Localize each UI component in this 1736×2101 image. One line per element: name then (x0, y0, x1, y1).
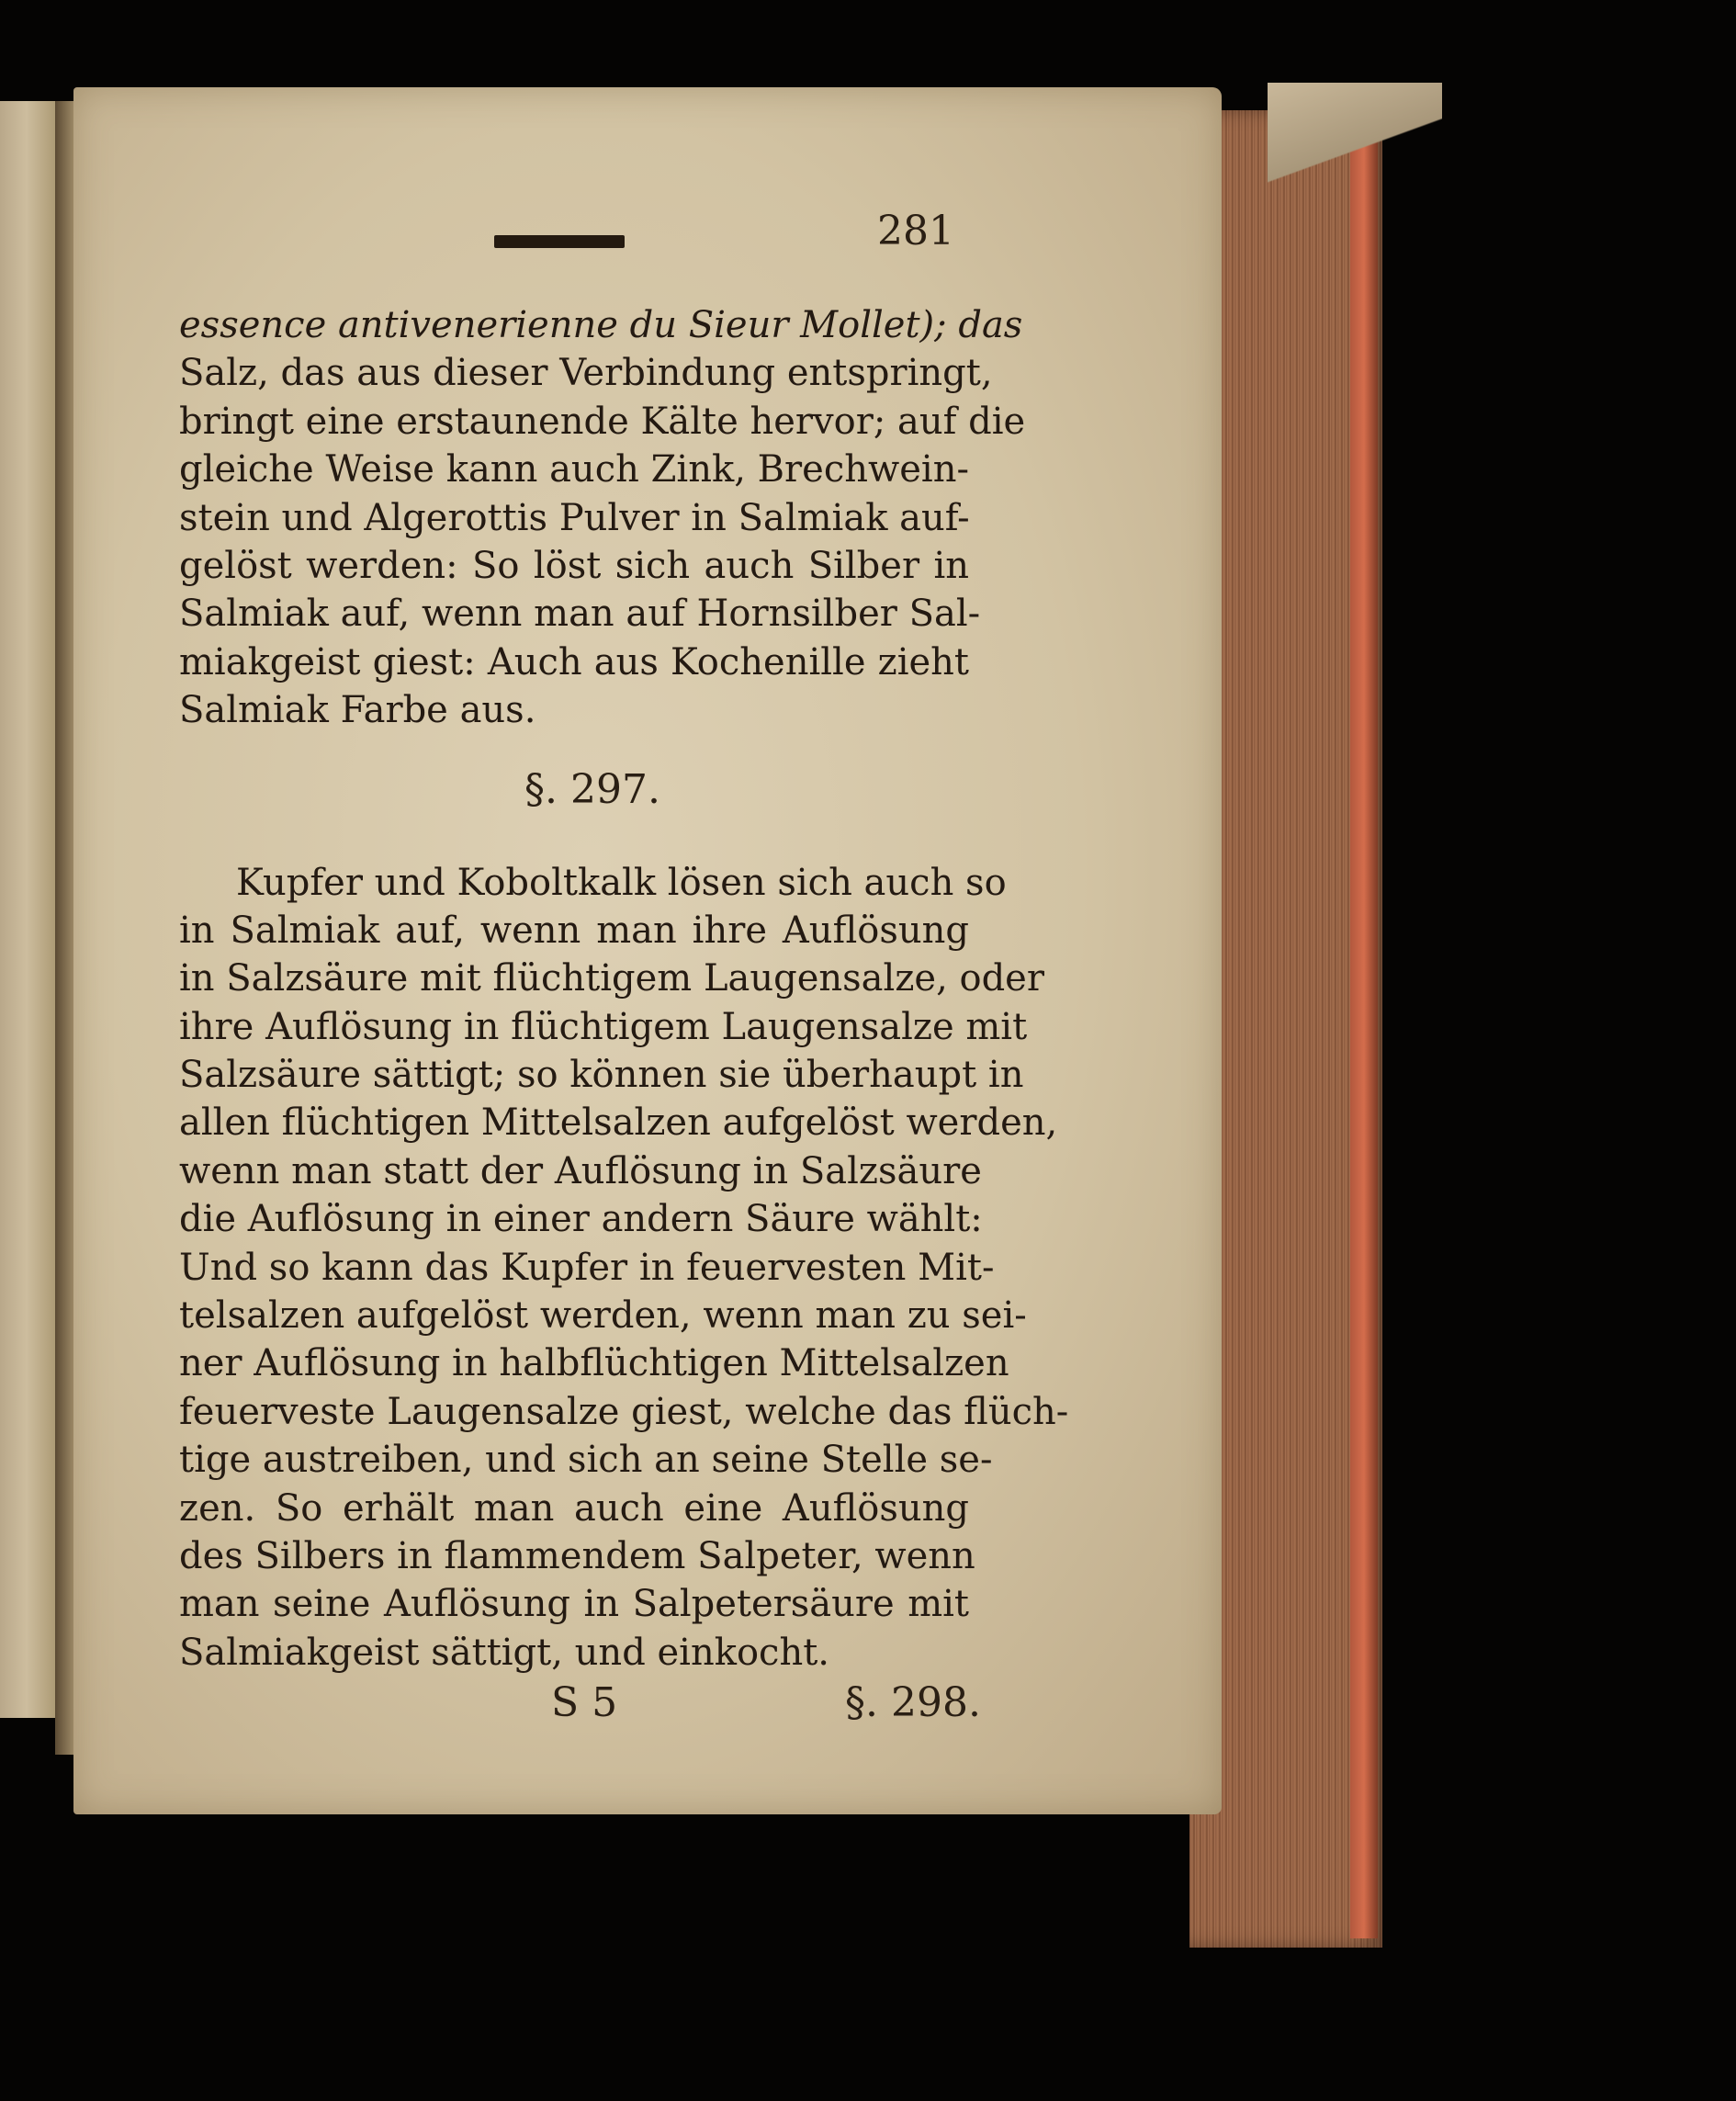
text-line: Salmiakgeist sättigt, und einkocht. (179, 1631, 830, 1674)
text-line: feuerveste Laugensalze giest, welche das flüch- (179, 1390, 1069, 1433)
text-line: man seine Auflösung in Salpetersäure mit (179, 1583, 969, 1626)
text-line: telsalzen aufgelöst werden, wenn man zu sei- (179, 1294, 1027, 1338)
text-block (179, 301, 1069, 1677)
text-line: allen flüchtigen Mittelsalzen aufgelöst werden, (179, 1101, 1058, 1145)
signature-mark: S 5 (551, 1679, 618, 1726)
worn-corner (1268, 83, 1442, 184)
header-rule (494, 235, 625, 248)
catchword: §. 298. (845, 1679, 981, 1726)
text-line: ihre Auflösung in flüchtigem Laugensalze mit (179, 1005, 1028, 1048)
text-line: Salmiak auf, wenn man auf Hornsilber Sal- (179, 593, 981, 636)
red-page-edge (1350, 119, 1378, 1938)
text-line: Kupfer und Koboltkalk lösen sich auch so (236, 861, 1007, 904)
text-line: tige austreiben, und sich an seine Stelle se- (179, 1439, 993, 1482)
text-line: in Salmiak auf, wenn man ihre Auflösung (179, 909, 969, 952)
text-line: bringt eine erstaunende Kälte hervor; auf die (179, 400, 1026, 443)
text-line: Salz, das aus dieser Verbindung entspringt, (179, 352, 993, 395)
text-line: gleiche Weise kann auch Zink, Brechwein- (179, 448, 969, 491)
text-line: zen. So erhält man auch eine Auflösung (179, 1486, 969, 1530)
text-line: Salmiak Farbe aus. (179, 689, 536, 732)
text-line: stein und Algerottis Pulver in Salmiak auf- (179, 496, 970, 539)
text-line: wenn man statt der Auflösung in Salzsäure (179, 1149, 982, 1192)
text-line: essence antivenerienne du Sieur Mollet); das (179, 304, 1023, 346)
text-line: miakgeist giest: Auch aus Kochenille zieht (179, 640, 969, 683)
text-line: ner Auflösung in halbflüchtigen Mittelsalzen (179, 1342, 1009, 1385)
text-line: Und so kann das Kupfer in feuervesten Mit- (179, 1246, 995, 1289)
text-line: gelöst werden: So löst sich auch Silber in (179, 544, 969, 587)
section-heading: §. 297. (524, 765, 660, 813)
page-number: 281 (877, 208, 954, 254)
paragraph-2 (179, 859, 1069, 1677)
paragraph-1 (179, 301, 1026, 735)
text-line: des Silbers in flammendem Salpeter, wenn (179, 1534, 975, 1577)
text-line: die Auflösung in einer andern Säure wählt: (179, 1198, 983, 1241)
text-line: Salzsäure sättigt; so können sie überhaupt in (179, 1054, 1024, 1097)
text-line: in Salzsäure mit flüchtigem Laugensalze, oder (179, 957, 1044, 1000)
